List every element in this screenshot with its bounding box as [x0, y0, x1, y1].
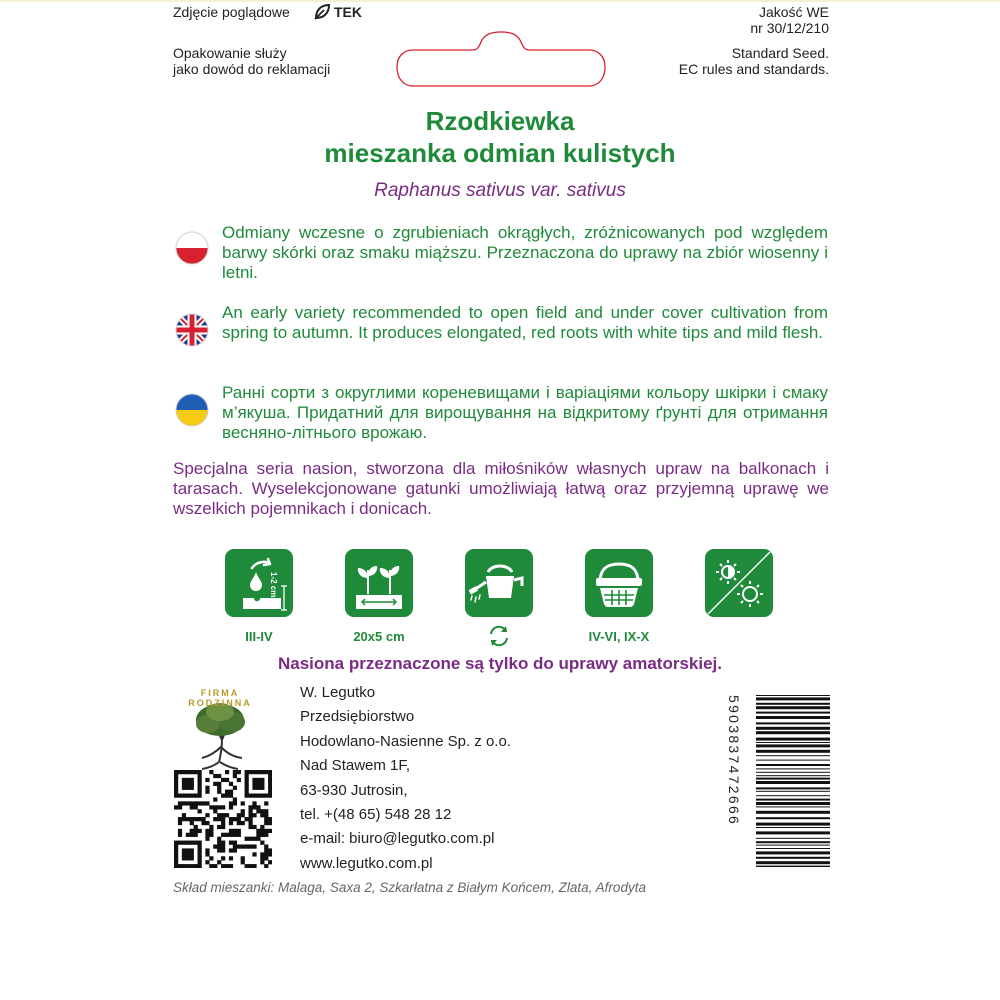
description-ua: Ранні сорти з округлими кореневищами і варіаціями кольору шкірки і смаку м’якуша. Придатний для вирощування на відкритому ґрунті для отримання весняно-літнього врожаю. [222, 383, 828, 442]
product-title-line-1: Rzodkiewka [425, 106, 575, 136]
company-name: W. Legutko [300, 684, 376, 701]
standard-line-1: Standard Seed. [731, 45, 829, 61]
tek-label: TEK [334, 4, 362, 20]
product-title-line-2: mieszanka odmian kulistych [324, 138, 676, 168]
preview-label: Zdjęcie poglądowe [173, 4, 290, 20]
hang-hole-outline [393, 28, 609, 90]
plant-spacing-icon [344, 548, 414, 618]
cycle-arrows-icon [486, 623, 512, 649]
barcode [736, 695, 830, 867]
poland-flag-icon [175, 231, 209, 265]
tek-logo-icon [312, 2, 332, 22]
packaging-line-1: Opakowanie służy [173, 45, 287, 61]
watering-can-icon [464, 548, 534, 618]
description-pl: Odmiany wczesne o zgrubieniach okrągłych, zróżnicowanych pod względem barwy skórki oraz smaku miąższu. Przeznaczona do uprawy na zbiór wiosenny i letni. [222, 223, 828, 282]
mixture-composition: Skład mieszanki: Malaga, Saxa 2, Szkarłatna z Białym Końcem, Zlata, Afrodyta [173, 880, 646, 895]
company-city: 63-930 Jutrosin, [300, 781, 408, 799]
sowing-depth-label: 1-2 cm [269, 572, 278, 598]
sowing-depth-icon [224, 548, 294, 618]
family-company-logo [172, 684, 268, 780]
company-info [300, 681, 720, 876]
uk-flag-icon [175, 313, 209, 347]
company-street: Nad Stawem 1F, [300, 757, 411, 775]
quality-line-2: nr 30/12/210 [750, 20, 829, 36]
amateur-notice: Nasiona przeznaczone są tylko do uprawy amatorskiej. [277, 654, 723, 673]
packaging-line-2: jako dowód do reklamacji [173, 61, 331, 77]
barcode-number: 5903837472666 [726, 695, 742, 827]
company-line-3: Hodowlano-Nasienne Sp. z o.o. [300, 732, 511, 750]
family-company-text: FIRMA RODZINNA [188, 688, 252, 708]
description-en: An early variety recommended to open field and under cover cultivation from spring to autumn. It produces elongated, red roots with white tips and mild flesh. [222, 303, 828, 342]
sowing-period-label: III-IV [245, 629, 273, 644]
company-email: e-mail: biuro@legutko.com.pl [300, 830, 495, 848]
sun-exposure-icon [704, 548, 774, 618]
company-line-2: Przedsiębiorstwo [300, 708, 415, 726]
qr-code [174, 770, 272, 868]
quality-line-1: Jakość WE [758, 4, 829, 20]
harvest-period-label: IV-VI, IX-X [588, 629, 650, 644]
top-band [0, 0, 1000, 2]
ukraine-flag-icon [175, 393, 209, 427]
special-series-text: Specjalna seria nasion, stworzona dla miłośników własnych upraw na balkonach i tarasach. Wyselekcjonowane gatunki umożliwiają łatwą oraz przyjemną uprawę we wszelkich pojemnikach i donicach. [173, 459, 829, 518]
company-phone: tel. +(48 65) 548 28 12 [300, 805, 452, 823]
plant-spacing-label: 20x5 cm [353, 629, 405, 644]
standard-line-2: EC rules and standards. [678, 61, 829, 77]
harvest-basket-icon [584, 548, 654, 618]
latin-name: Raphanus sativus var. sativus [374, 180, 626, 201]
company-website: www.legutko.com.pl [300, 854, 433, 872]
